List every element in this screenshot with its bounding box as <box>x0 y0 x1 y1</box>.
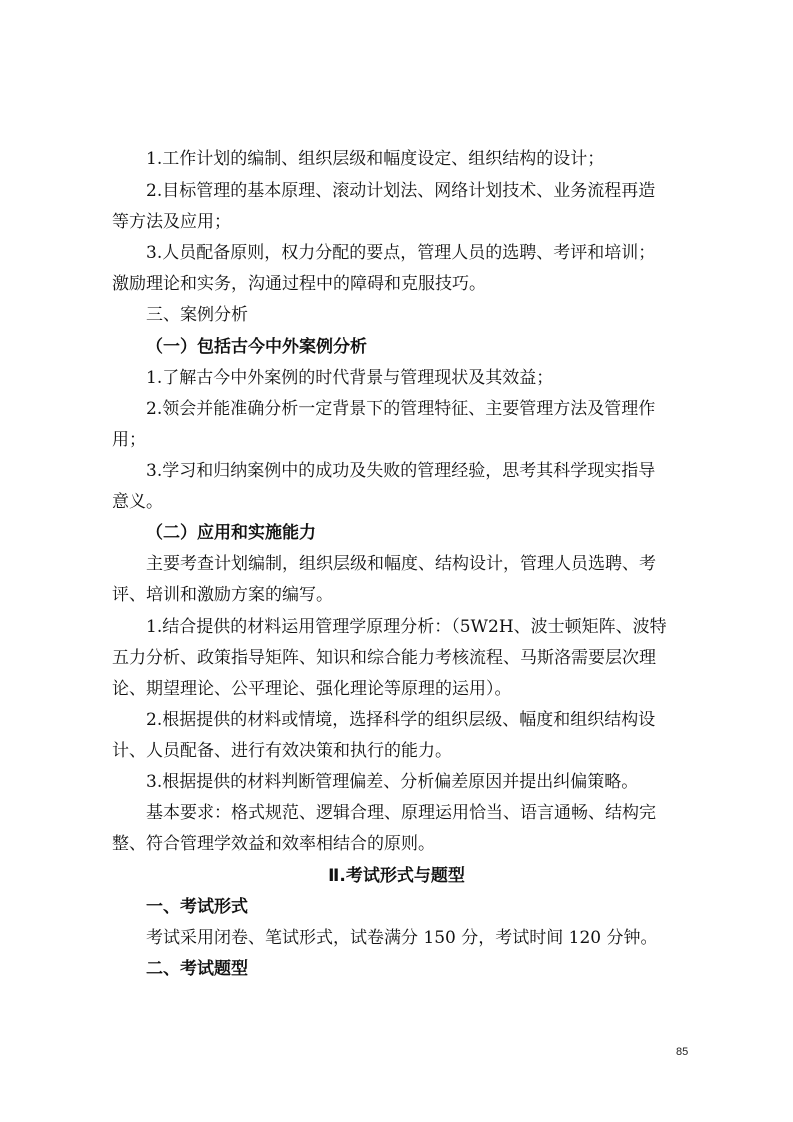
section-heading: 三、案例分析 <box>146 305 248 325</box>
paragraph-continuation: 评、培训和激励方案的编写。 <box>112 585 333 605</box>
list-item: 3.人员配备原则，权力分配的要点，管理人员的选聘、考评和培训； <box>146 243 656 263</box>
page-number: 85 <box>676 1046 689 1058</box>
subsection-heading: （二）应用和实施能力 <box>146 523 316 543</box>
list-item-continuation: 论、期望理论、公平理论、强化理论等原理的运用）。 <box>112 679 512 699</box>
list-item-continuation: 计、人员配备、进行有效决策和执行的能力。 <box>112 741 452 761</box>
chapter-heading: Ⅱ.考试形式与题型 <box>328 866 465 886</box>
subsection-heading: （一）包括古今中外案例分析 <box>146 337 367 357</box>
list-item: 1.工作计划的编制、组织层级和幅度设定、组织结构的设计； <box>146 149 605 169</box>
list-item: 2.目标管理的基本原理、滚动计划法、网络计划技术、业务流程再造 <box>146 181 656 201</box>
list-item: 2.领会并能准确分析一定背景下的管理特征、主要管理方法及管理作 <box>146 399 656 419</box>
paragraph: 主要考查计划编制，组织层级和幅度、结构设计，管理人员选聘、考 <box>146 554 656 574</box>
list-item: 1.了解古今中外案例的时代背景与管理现状及其效益； <box>146 368 554 388</box>
list-item-continuation: 用； <box>112 430 146 450</box>
list-item: 3.根据提供的材料判断管理偏差、分析偏差原因并提出纠偏策略。 <box>146 772 639 792</box>
section-heading: 一、考试形式 <box>146 897 248 917</box>
list-item-continuation: 激励理论和实务，沟通过程中的障碍和克服技巧。 <box>112 274 486 294</box>
list-item: 2.根据提供的材料或情境，选择科学的组织层级、幅度和组织结构设 <box>146 710 656 730</box>
list-item-continuation: 意义。 <box>112 492 163 512</box>
section-heading: 二、考试题型 <box>146 959 248 979</box>
list-item: 3.学习和归纳案例中的成功及失败的管理经验，思考其科学现实指导 <box>146 461 656 481</box>
list-item-continuation: 等方法及应用； <box>112 212 231 232</box>
paragraph: 考试采用闭卷、笔试形式，试卷满分 150 分，考试时间 120 分钟。 <box>146 928 658 948</box>
list-item: 1.结合提供的材料运用管理学原理分析：（5W2H、波士顿矩阵、波特 <box>146 617 667 637</box>
paragraph: 基本要求：格式规范、逻辑合理、原理运用恰当、语言通畅、结构完 <box>146 803 656 823</box>
list-item-continuation: 五力分析、政策指导矩阵、知识和综合能力考核流程、马斯洛需要层次理 <box>112 648 656 668</box>
paragraph-continuation: 整、符合管理学效益和效率相结合的原则。 <box>112 834 435 854</box>
